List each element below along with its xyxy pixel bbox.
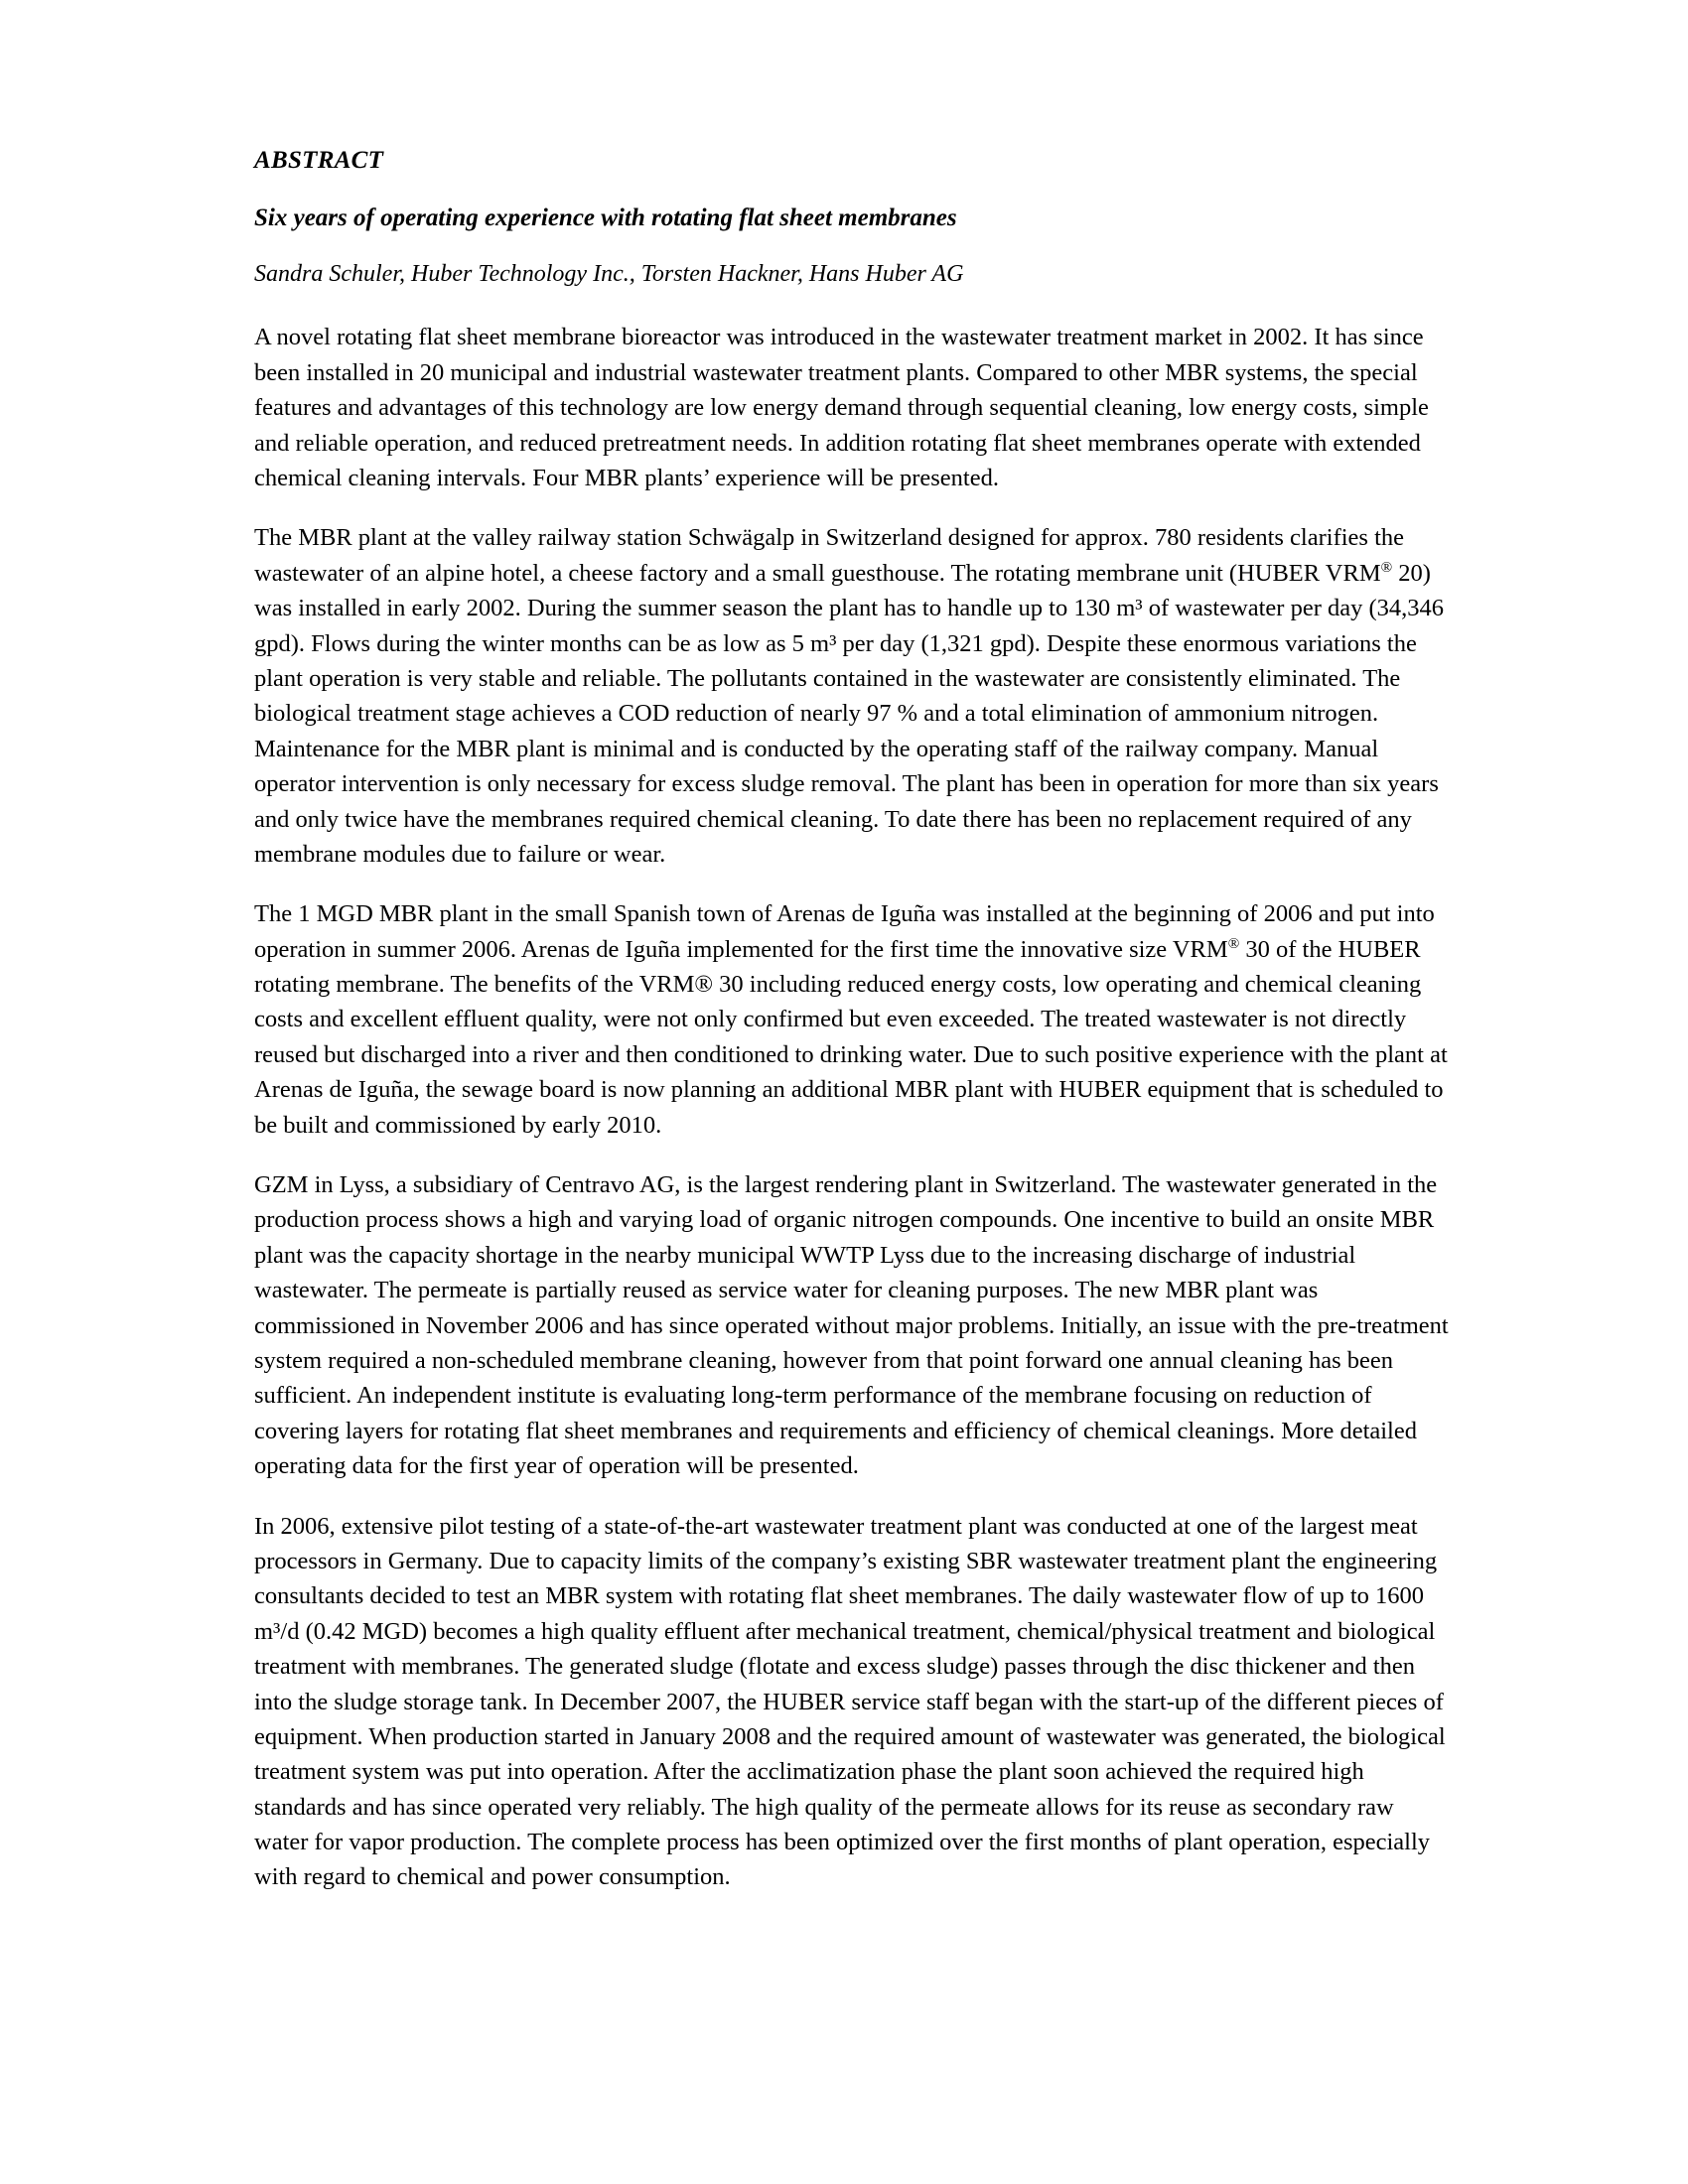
arenas-text-part2: 30 of the HUBER rotating membrane. The benefits of the VRM® 30 including reduced energy costs, low operating and chemical cleaning costs and excellent effluent quality, were not only confirmed but even exceeded. The treated wastewater is not directly reused but discharged into a river and then conditioned to drinking water. Due to such positive experience with the plant at Arenas de Iguña, the sewage board is now planning an additional MBR plant with HUBER equipment that is scheduled to be built and commissioned by early 2010.: [254, 935, 1448, 1139]
abstract-paragraph-intro: A novel rotating flat sheet membrane bioreactor was introduced in the wastewater treatment market in 2002. It has since been installed in 20 municipal and industrial wastewater treatment plants. Compared to other MBR systems, the special features and advantages of this technology are low energy demand through sequential cleaning, low energy costs, simple and reliable operation, and reduced pretreatment needs. In addition rotating flat sheet membranes operate with extended chemical cleaning intervals. Four MBR plants’ experience will be presented.: [254, 324, 1429, 491]
abstract-paragraph-pilot-testing: In 2006, extensive pilot testing of a state-of-the-art wastewater treatment plant was conducted at one of the largest meat processors in Germany. Due to capacity limits of the company’s existing SBR wastewater treatment plant the engineering consultants decided to test an MBR system with rotating flat sheet membranes. The daily wastewater flow of up to 1600 m³/d (0.42 MGD) becomes a high quality effluent after mechanical treatment, chemical/physical treatment and biological treatment with membranes. The generated sludge (flotate and excess sludge) passes through the disc thickener and then into the sludge storage tank. In December 2007, the HUBER service staff began with the start-up of the different pieces of equipment. When production started in January 2008 and the required amount of wastewater was generated, the biological treatment system was put into operation. After the acclimatization phase the plant soon achieved the required high standards and has since operated very reliably. The high quality of the permeate allows for its reuse as secondary raw water for vapor production. The complete process has been optimized over the first months of plant operation, especially with regard to chemical and power consumption.: [254, 1512, 1446, 1891]
section-label-abstract: ABSTRACT: [254, 147, 384, 174]
abstract-paragraph-gzm-lyss: GZM in Lyss, a subsidiary of Centravo AG, is the largest rendering plant in Switzerland. The wastewater generated in the production process shows a high and varying load of organic nitrogen compounds. One incentive to build an onsite MBR plant was the capacity shortage in the nearby municipal WWTP Lyss due to the increasing discharge of industrial wastewater. The permeate is partially reused as service water for cleaning purposes. The new MBR plant was commissioned in November 2006 and has since operated without major problems. Initially, an issue with the pre-treatment system required a non-scheduled membrane cleaning, however from that point forward one annual cleaning has been sufficient. An independent institute is evaluating long-term performance of the membrane focusing on reduction of covering layers for rotating flat sheet membranes and requirements and efficiency of chemical cleanings. More detailed operating data for the first year of operation will be presented.: [254, 1171, 1449, 1480]
paper-title: Six years of operating experience with rotating flat sheet membranes: [254, 205, 957, 231]
schwaegalp-text-part2: 20) was installed in early 2002. During the summer season the plant has to handle up to 130 m³ of wastewater per day (34,346 gpd). Flows during the winter months can be as low as 5 m³ per day (1,321 gpd). Despite these enormous variations the plant operation is very stable and reliable. The pollutants contained in the wastewater are consistently eliminated. The biological treatment stage achieves a COD reduction of nearly 97 % and a total elimination of ammonium nitrogen. Maintenance for the MBR plant is minimal and is conducted by the operating staff of the railway company. Manual operator intervention is only necessary for excess sludge removal. The plant has been in operation for more than six years and only twice have the membranes required chemical cleaning. To date there has been no replacement required of any membrane modules due to failure or wear.: [254, 559, 1445, 868]
arenas-text-part1: The 1 MGD MBR plant in the small Spanish town of Arenas de Iguña was installed at the beginning of 2006 and put into operation in summer 2006. Arenas de Iguña implemented for the first time the innovative size VRM: [254, 900, 1435, 963]
abstract-paragraph-schwaegalp: [254, 520, 1454, 872]
registered-trademark-mark: ®: [1227, 934, 1240, 952]
author-list: Sandra Schuler, Huber Technology Inc., Torsten Hackner, Hans Huber AG: [254, 261, 964, 288]
abstract-paragraph-arenas: [254, 896, 1454, 1143]
registered-trademark-mark: ®: [1380, 558, 1393, 576]
schwaegalp-text-part1: The MBR plant at the valley railway station Schwägalp in Switzerland designed for approx. 780 residents clarifies the wastewater of an alpine hotel, a cheese factory and a small guesthouse. The rotating membrane unit (HUBER VRM: [254, 524, 1404, 587]
